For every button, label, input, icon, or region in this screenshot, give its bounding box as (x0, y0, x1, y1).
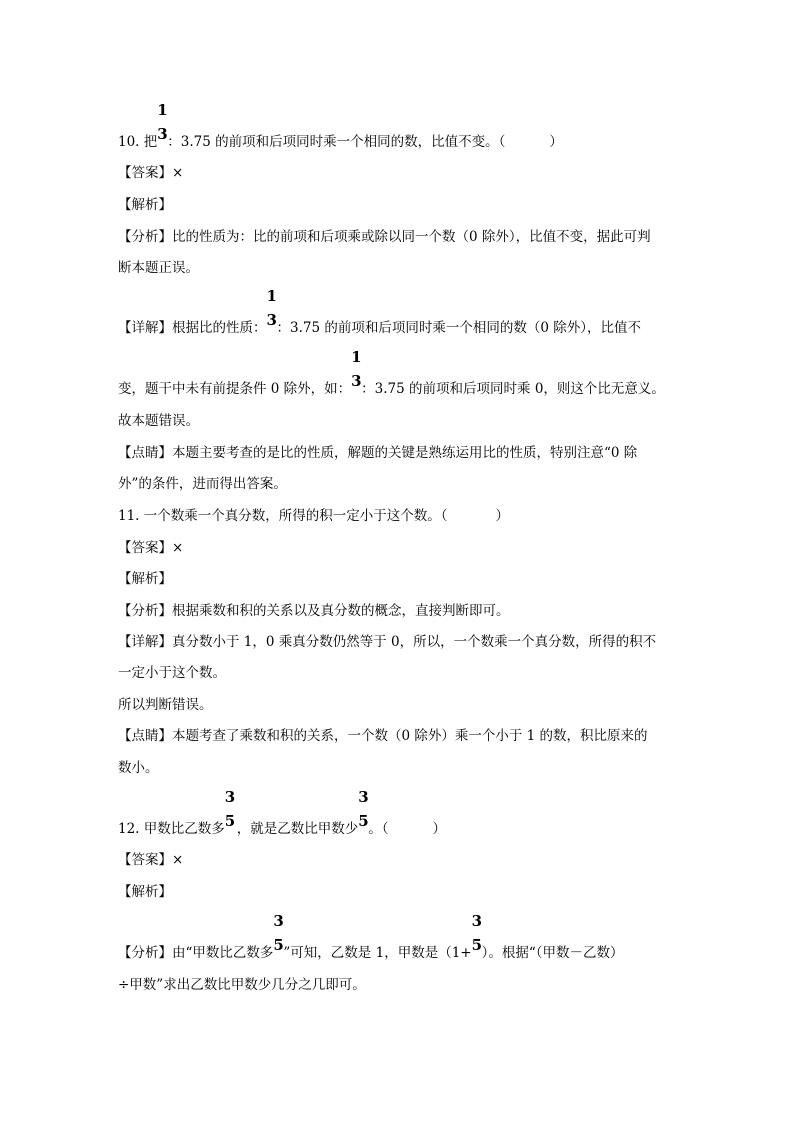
q10-fenxi-line2: 断本题正误。 (118, 260, 199, 276)
q10-stem-prefix: 10. 把 (118, 134, 158, 150)
q10-dianjing-line1: 【点睛】本题主要考查的是比的性质，解题的关键是熟练运用比的性质，特别注意“0 除 (118, 445, 638, 461)
q12-answer: 【答案】× (118, 852, 184, 868)
q11-analysis-title: 【解析】 (118, 571, 172, 587)
q10-analysis-title: 【解析】 (118, 197, 172, 213)
q11-stem: 11. 一个数乘一个真分数，所得的积一定小于这个数。（ ） (118, 508, 510, 524)
q12-fenxi-line1: 【分析】由“甲数比乙数多 3 5 ”可知，乙数是 1，甲数是（1+ 3 5 ）。根据“（甲数－乙数） (118, 942, 624, 964)
q11-dianjing-line2: 数小。 (118, 760, 159, 776)
q10-xiangjie-line2: 变，题干中未有前提条件 0 除外，如： 1 3 ：3.75 的前项和后项同时乘 0，则这个比无意义。 (118, 378, 665, 400)
q10-answer: 【答案】× (118, 165, 184, 181)
q10-stem-body: ：3.75 的前项和后项同时乘一个相同的数，比值不变。（ (167, 134, 506, 150)
fraction-one-third: 1 3 (266, 287, 277, 329)
q11-xiangjie-line1: 【详解】真分数小于 1，0 乘真分数仍然等于 0，所以，一个数乘一个真分数，所得的积不 (118, 634, 657, 650)
q10-fenxi-line1: 【分析】比的性质为：比的前项和后项乘或除以同一个数（0 除外），比值不变，据此可判 (118, 229, 651, 245)
fraction-three-fifths: 3 5 (358, 788, 369, 830)
q12-analysis-title: 【解析】 (118, 884, 172, 900)
q10-stem-close: ） (549, 134, 563, 150)
q12-stem: 12. 甲数比乙数多 3 5 ，就是乙数比甲数少 3 5 。（ ） (118, 818, 446, 840)
fraction-three-fifths: 3 5 (273, 912, 284, 954)
fraction-one-third: 1 3 (351, 348, 362, 390)
q10-dianjing-line2: 外”的条件，进而得出答案。 (118, 476, 287, 492)
fraction-three-fifths: 3 5 (471, 912, 483, 954)
q10-stem (118, 101, 563, 153)
q10-conclusion: 故本题错误。 (118, 413, 199, 429)
q10-xiangjie-line1: 【详解】根据比的性质： 1 3 ：3.75 的前项和后项同时乘一个相同的数（0 除外），比值不 (118, 317, 641, 339)
q11-dianjing-line1: 【点睛】本题考查了乘数和积的关系，一个数（0 除外）乘一个小于 1 的数，积比原来的 (118, 728, 648, 744)
fraction-three-fifths: 3 5 (224, 788, 236, 830)
q11-fenxi: 【分析】根据乘数和积的关系以及真分数的概念，直接判断即可。 (118, 603, 510, 619)
q11-answer: 【答案】× (118, 540, 184, 556)
q12-fenxi-line2: ÷甲数”求出乙数比甲数少几分之几即可。 (118, 977, 366, 993)
q11-conclusion: 所以判断错误。 (118, 697, 213, 713)
q11-xiangjie-line2: 一定小于这个数。 (118, 665, 226, 681)
fraction-one-third: 1 3 (157, 101, 168, 143)
